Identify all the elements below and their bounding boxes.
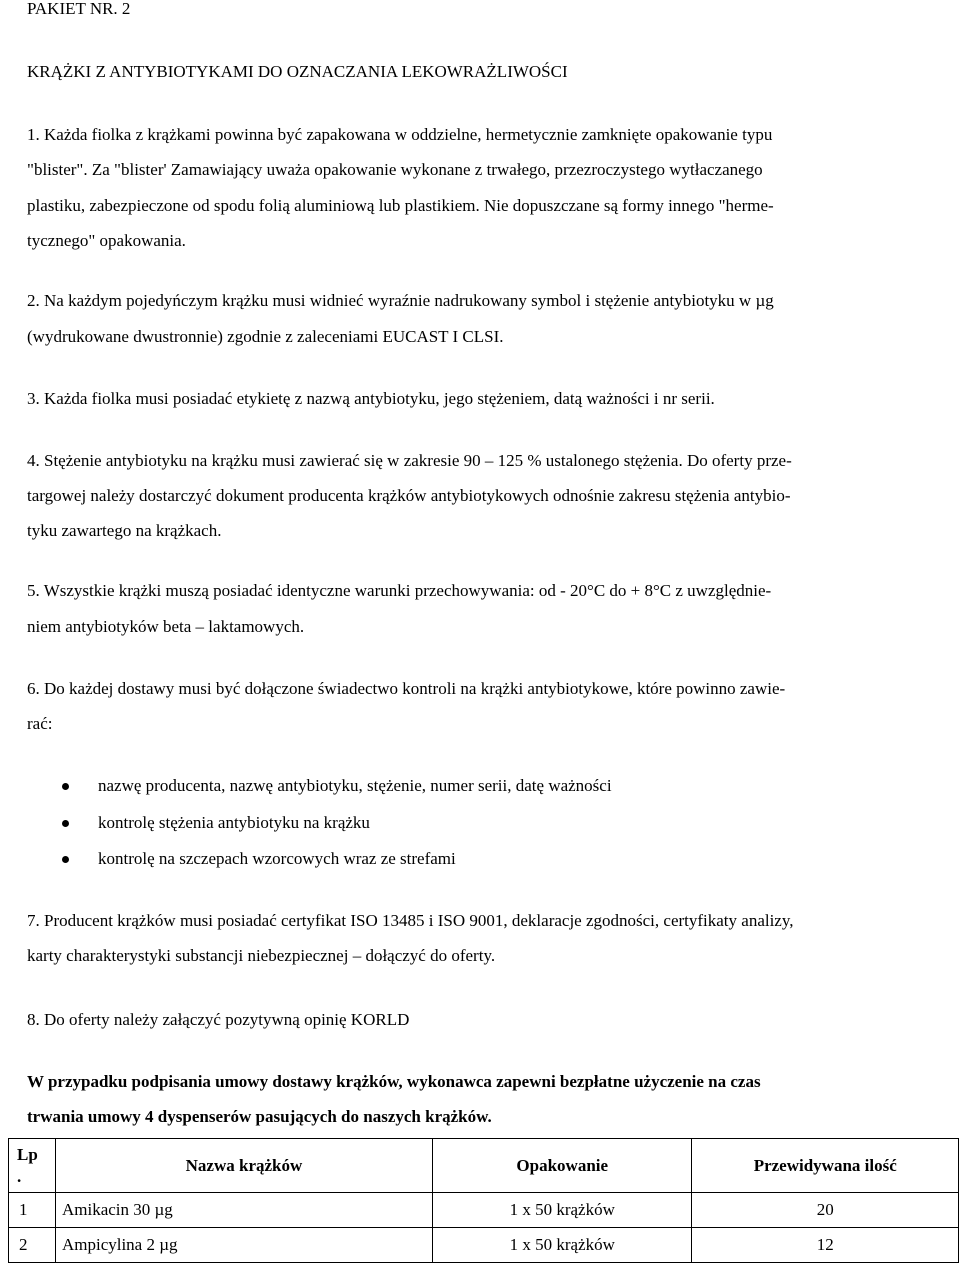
cell-name: Amikacin 30 µg (55, 1193, 432, 1228)
paragraph-3-line-1: 3. Każda fiolka musi posiadać etykietę z nazwą antybiotyku, jego stężeniem, datą ważności i nr serii. (27, 389, 715, 408)
paragraph-1-line-2: "blister". Za "blister' Zamawiający uważa opakowanie wykonane z trwałego, przezroczystego wytłaczanego (27, 160, 763, 179)
table-row (9, 1193, 959, 1228)
table-row (9, 1228, 959, 1263)
paragraph-2-line-2: (wydrukowane dwustronnie) zgodnie z zaleceniami EUCAST I CLSI. (27, 327, 504, 346)
bullet-item-1: nazwę producenta, nazwę antybiotyku, stężenie, numer serii, datę ważności (98, 776, 612, 795)
header-lp-text: Lp (17, 1144, 38, 1164)
packet-number: PAKIET NR. 2 (27, 0, 131, 18)
note-line-2: trwania umowy 4 dyspenserów pasujących do naszych krążków. (27, 1107, 492, 1126)
paragraph-4-line-3: tyku zawartego na krążkach. (27, 521, 222, 540)
paragraph-7-line-2: karty charakterystyki substancji niebezpiecznej – dołączyć do oferty. (27, 946, 496, 965)
paragraph-5-line-2: niem antybiotyków beta – laktamowych. (27, 617, 305, 636)
paragraph-4-line-2: targowej należy dostarczyć dokument producenta krążków antybiotykowych odnośnie zakresu stężenia antybio- (27, 486, 791, 505)
bullet-icon (62, 856, 69, 863)
paragraph-8-line-1: 8. Do oferty należy załączyć pozytywną opinię KORLD (27, 1010, 410, 1029)
header-lp-dot: . (17, 1166, 22, 1186)
header-packaging: Opakowanie (433, 1139, 692, 1193)
paragraph-1-line-4: tycznego" opakowania. (27, 231, 186, 250)
cell-lp: 2 (9, 1228, 56, 1263)
products-table (8, 1138, 959, 1263)
cell-name: Ampicylina 2 µg (55, 1228, 432, 1263)
paragraph-1-line-1: 1. Każda fiolka z krążkami powinna być zapakowana w oddzielne, hermetycznie zamknięte opakowanie typu (27, 125, 773, 144)
bullet-item-3: kontrolę na szczepach wzorcowych wraz ze strefami (98, 849, 456, 868)
cell-packaging: 1 x 50 krążków (433, 1228, 692, 1263)
paragraph-1-line-3: plastiku, zabezpieczone od spodu folią aluminiową lub plastikiem. Nie dopuszczane są formy innego "herme- (27, 196, 774, 215)
cell-packaging: 1 x 50 krążków (433, 1193, 692, 1228)
cell-quantity: 20 (692, 1193, 959, 1228)
paragraph-6-line-1: 6. Do każdej dostawy musi być dołączone świadectwo kontroli na krążki antybiotykowe, które powinno zawie- (27, 679, 786, 698)
paragraph-2-line-1: 2. Na każdym pojedyńczym krążku musi widnieć wyraźnie nadrukowany symbol i stężenie antybiotyku w µg (27, 291, 774, 310)
bullet-icon (62, 783, 69, 790)
header-name: Nazwa krążków (55, 1139, 432, 1193)
cell-lp: 1 (9, 1193, 56, 1228)
bullet-icon (62, 820, 69, 827)
cell-quantity: 12 (692, 1228, 959, 1263)
bullet-item-2: kontrolę stężenia antybiotyku na krążku (98, 813, 370, 832)
header-quantity: Przewidywana ilość (692, 1139, 959, 1193)
table-header-row (9, 1139, 959, 1193)
paragraph-5-line-1: 5. Wszystkie krążki muszą posiadać identyczne warunki przechowywania: od - 20°C do + 8°C z uwzględnie- (27, 581, 772, 600)
document-title: KRĄŻKI Z ANTYBIOTYKAMI DO OZNACZANIA LEKOWRAŻLIWOŚCI (27, 62, 568, 81)
paragraph-6-line-2: rać: (27, 714, 53, 733)
header-lp (9, 1139, 56, 1193)
paragraph-4-line-1: 4. Stężenie antybiotyku na krążku musi zawierać się w zakresie 90 – 125 % ustalonego stężenia. Do oferty prze- (27, 451, 792, 470)
note-line-1: W przypadku podpisania umowy dostawy krążków, wykonawca zapewni bezpłatne użyczenie na czas (27, 1072, 761, 1091)
paragraph-7-line-1: 7. Producent krążków musi posiadać certyfikat ISO 13485 i ISO 9001, deklaracje zgodności, certyfikaty analizy, (27, 911, 794, 930)
